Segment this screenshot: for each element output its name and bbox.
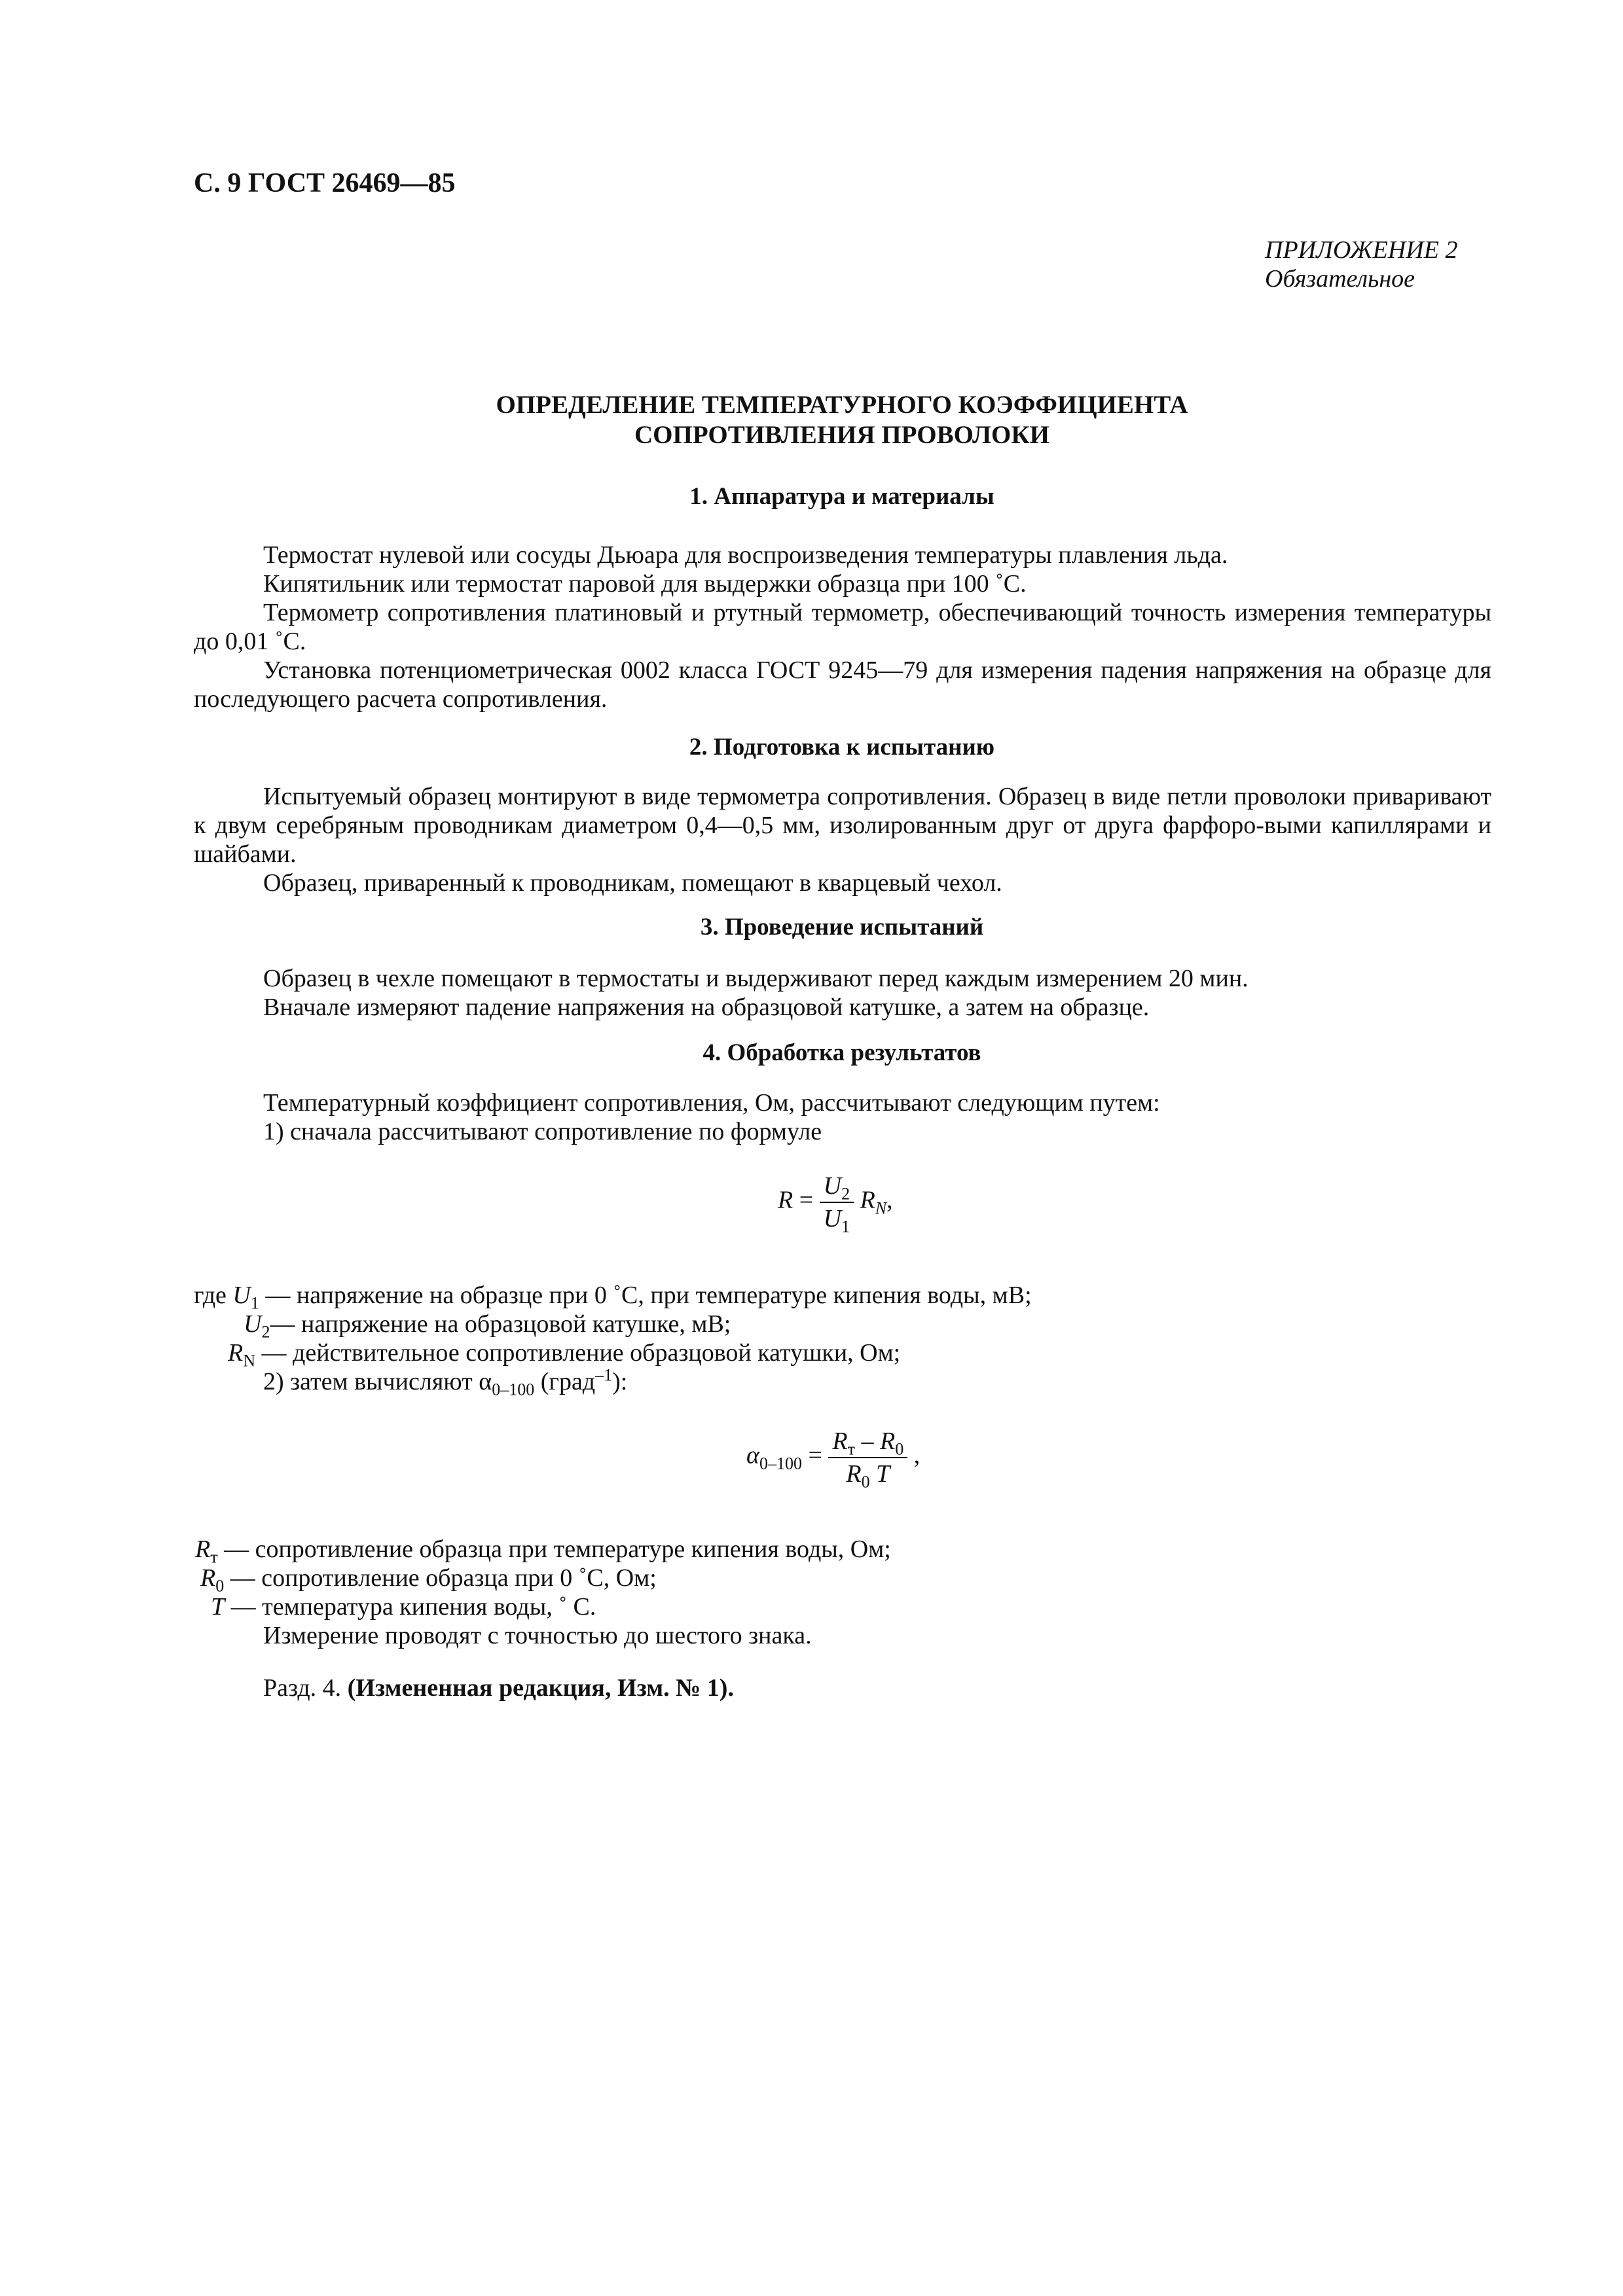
definition-u1: где $U_1$ — напряжение на образце при 0 ˚С, при температуре кипения воды, мВ; xyxy=(194,1282,1032,1313)
appendix-title: ПРИЛОЖЕНИЕ 2 xyxy=(1265,236,1458,264)
section-1-paragraph: Установка потенциометрическая 0002 класса ГОСТ 9245—79 для измерения падения напряжения на образце для последующего расчета сопротивления. xyxy=(194,656,1491,713)
section-4-heading: 4. Обработка результатов xyxy=(702,1039,981,1066)
step-2-text: 2) затем вычисляют $\alpha_{0-100}$ (град$^{-1}$): xyxy=(263,1365,628,1399)
document-title xyxy=(194,390,1490,450)
section-1-paragraph: Кипятильник или термостат паровой для выдержки образца при 100 ˚С. xyxy=(263,570,1027,598)
definition-t: T — температура кипения воды, ˚ С. xyxy=(211,1593,596,1621)
section-3-heading: 3. Проведение испытаний xyxy=(700,914,984,941)
section-1-paragraph: Термостат нулевой или сосуды Дьюара для воспроизведения температуры плавления льда. xyxy=(263,541,1228,569)
section-1-paragraph: Термометр сопротивления платиновый и ртутный термометр, обеспечивающий точность измерения температуры до 0,01 ˚С. xyxy=(194,599,1491,655)
section-2-body xyxy=(194,782,1491,897)
section-3-paragraph: Вначале измеряют падение напряжения на образцовой катушке, а затем на образце. xyxy=(263,994,1150,1021)
appendix-subtitle: Обязательное xyxy=(1265,265,1415,293)
section-3-body xyxy=(194,964,1491,1022)
section-2-heading: 2. Подготовка к испытанию xyxy=(689,734,995,761)
definition-rt: $R_т$ — сопротивление образца при температуре кипения воды, Ом; xyxy=(195,1535,891,1567)
section-4-paragraph: 1) сначала рассчитывают сопротивление по формуле xyxy=(263,1118,822,1145)
section-4-paragraph: Температурный коэффициент сопротивления, Ом, рассчитывают следующим путем: xyxy=(263,1089,1160,1117)
page-header: С. 9 ГОСТ 26469—85 xyxy=(194,168,456,198)
definition-r0: $R_0$ — сопротивление образца при 0 ˚С, Ом; xyxy=(200,1564,657,1596)
title-line-1: ОПРЕДЕЛЕНИЕ ТЕМПЕРАТУРНОГО КОЭФФИЦИЕНТА xyxy=(496,391,1188,419)
section-3-paragraph: Образец в чехле помещают в термостаты и выдерживают перед каждым измерением 20 мин. xyxy=(263,965,1249,992)
section-4-intro xyxy=(194,1088,1491,1146)
section-1-body xyxy=(194,541,1491,713)
alpha-fraction: $\frac{R_т - R_0}{R_0 T}$ xyxy=(828,1427,907,1488)
definition-rn: $R_N$ — действительное сопротивление образцовой катушки, Ом; xyxy=(228,1339,901,1371)
definition-u2: $U_2—$ напряжение на образцовой катушке, мВ; xyxy=(244,1310,731,1342)
alpha-formula: $\alpha_{0-100}$ = $\frac{R_т - R_0}{R_0 T}$ , xyxy=(746,1427,921,1492)
title-line-2: СОПРОТИВЛЕНИЯ ПРОВОЛОКИ xyxy=(634,421,1049,449)
voltage-ratio-fraction: $\frac{U_2}{U_1}$ xyxy=(820,1172,854,1233)
section-1-heading: 1. Аппаратура и материалы xyxy=(689,483,994,510)
accuracy-note: Измерение проводят с точностью до шестого знака. xyxy=(263,1622,812,1649)
amendment-note: Разд. 4. (Измененная редакция, Изм. № 1). xyxy=(263,1674,734,1702)
resistance-formula: R = $\frac{U_2}{U_1}$ $R_N$, xyxy=(778,1172,893,1236)
section-2-paragraph: Испытуемый образец монтируют в виде термометра сопротивления. Образец в виде петли проволоки приваривают к двум серебряным проводникам диаметром 0,4—0,5 мм, изолированным друг от друга фарфоро-выми капиллярами и шайбами. xyxy=(194,783,1491,868)
section-2-paragraph: Образец, приваренный к проводникам, помещают в кварцевый чехол. xyxy=(263,869,1002,897)
appendix-label xyxy=(1265,236,1457,293)
